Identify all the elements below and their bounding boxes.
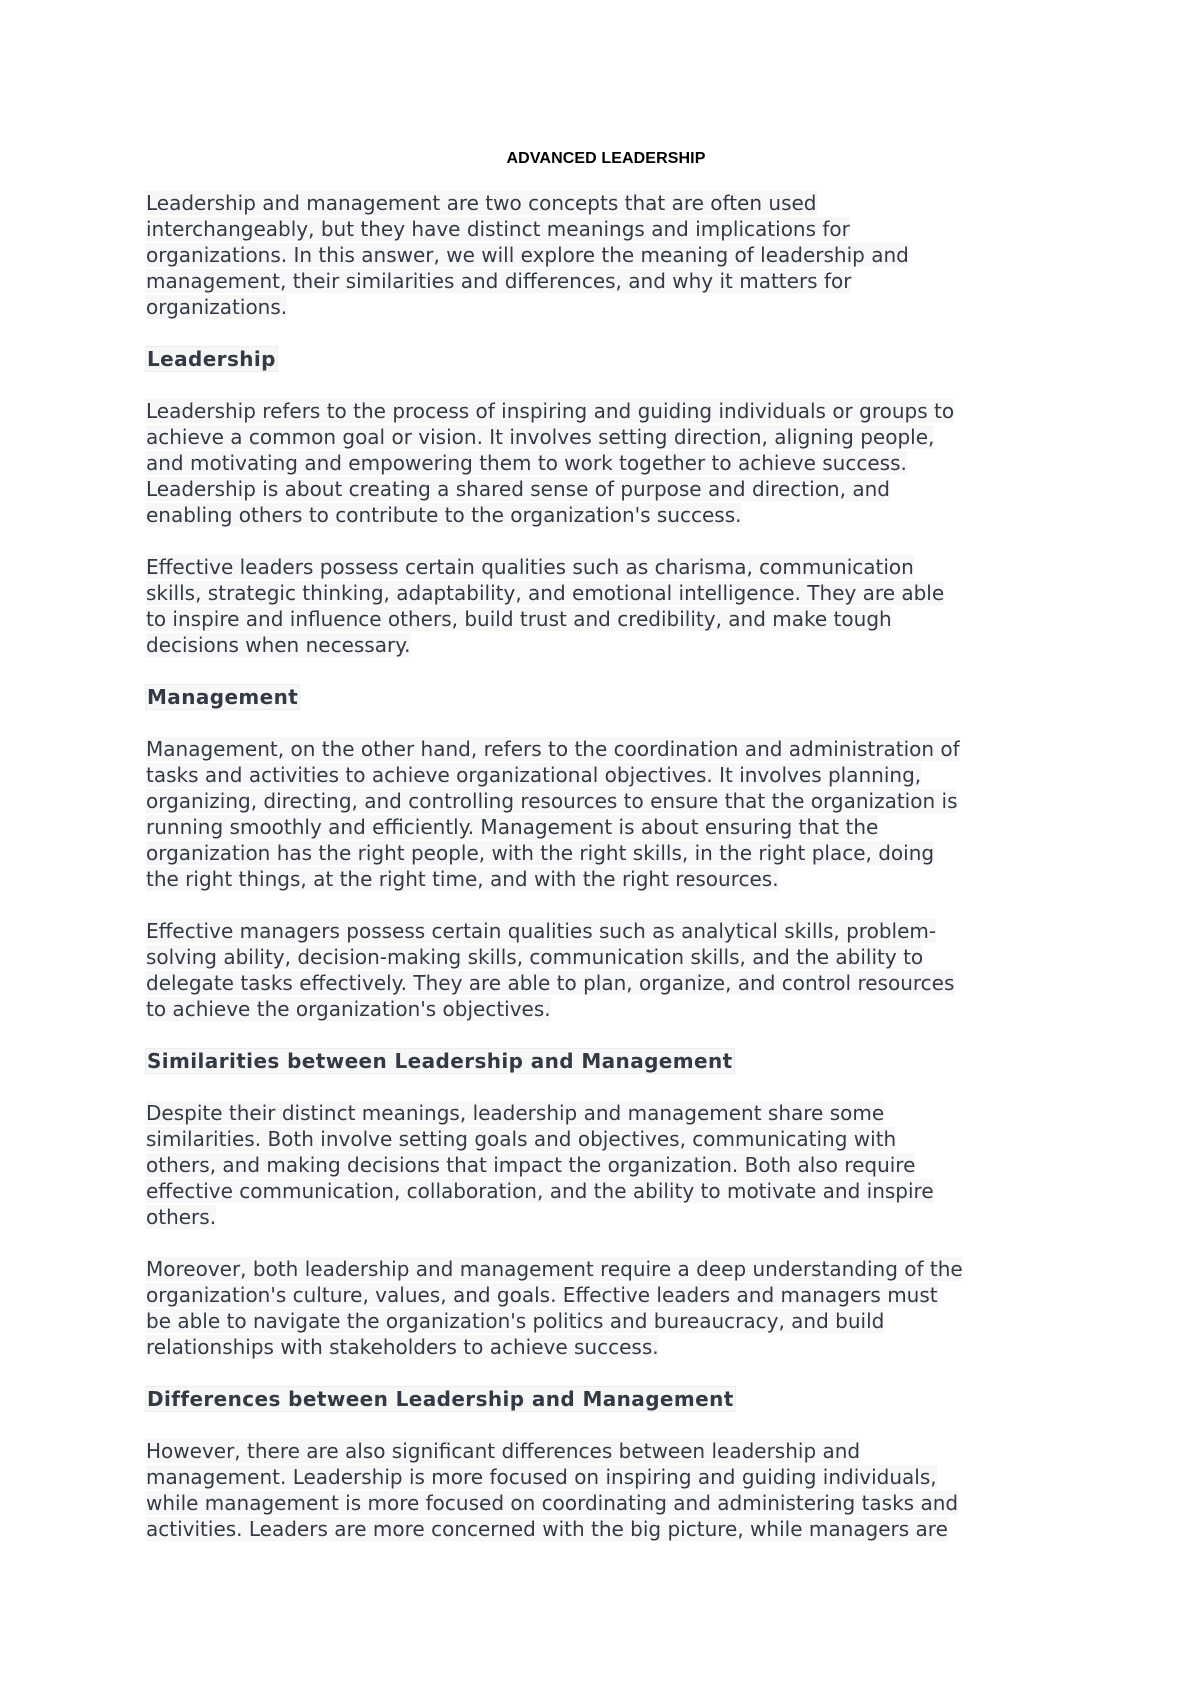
text-line-content: effective communication, collaboration, and the ability to motivate and inspire [146,1179,934,1203]
text-line-content: organizing, directing, and controlling resources to ensure that the organization is [146,789,958,813]
text-line [146,1464,1066,1490]
text-line-content: to achieve the organization's objectives. [146,997,551,1021]
section-paragraph [146,1256,1066,1360]
text-line-content: management, their similarities and differences, and why it matters for [146,269,852,293]
text-line [146,1100,1066,1126]
text-line-content: be able to navigate the organization's politics and bureaucracy, and build [146,1309,885,1333]
section-paragraph [146,554,1066,658]
text-line [146,580,1066,606]
text-line [146,1204,1066,1230]
document-title: ADVANCED LEADERSHIP [506,150,706,167]
section-paragraph [146,1100,1066,1230]
text-line-content: Leadership is about creating a shared sense of purpose and direction, and [146,477,890,501]
text-line-content: organization has the right people, with the right skills, in the right place, doing [146,841,935,865]
text-line-content: However, there are also significant differences between leadership and [146,1439,861,1463]
text-line-content: activities. Leaders are more concerned with the big picture, while managers are [146,1517,948,1541]
intro-paragraph [146,190,1066,320]
section-heading-text: Management [147,685,299,709]
text-line-content: solving ability, decision-making skills, communication skills, and the ability to [146,945,924,969]
text-line-content: management. Leadership is more focused on inspiring and guiding individuals, [146,1465,937,1489]
text-line-content: skills, strategic thinking, adaptability, and emotional intelligence. They are able [146,581,945,605]
text-line [146,606,1066,632]
text-line [146,970,1066,996]
text-line [146,1438,1066,1464]
text-line [146,1178,1066,1204]
text-line-content: organization's culture, values, and goals. Effective leaders and managers must [146,1283,938,1307]
text-line-content: Management, on the other hand, refers to the coordination and administration of [146,737,960,761]
text-line [146,268,1066,294]
text-line-content: Effective leaders possess certain qualities such as charisma, communication [146,555,914,579]
section-paragraph [146,736,1066,892]
section-heading [146,684,1080,710]
text-line-content: relationships with stakeholders to achieve success. [146,1335,659,1359]
text-line-content: decisions when necessary. [146,633,411,657]
text-line [146,632,1066,658]
section-paragraph [146,1438,1066,1542]
text-line [146,476,1066,502]
text-line-content: Leadership refers to the process of inspiring and guiding individuals or groups to [146,399,955,423]
text-line-content: similarities. Both involve setting goals and objectives, communicating with [146,1127,897,1151]
text-line [146,1308,1066,1334]
text-line [146,944,1066,970]
text-line [146,190,1066,216]
section-heading-text: Leadership [147,347,276,371]
text-line-content: enabling others to contribute to the organization's success. [146,503,742,527]
text-line [146,216,1066,242]
text-line [146,1152,1066,1178]
text-line-content: others. [146,1205,217,1229]
text-line [146,736,1066,762]
text-line-content: running smoothly and efficiently. Management is about ensuring that the [146,815,879,839]
text-line [146,424,1066,450]
document-body [146,190,1080,1542]
text-line-content: organizations. [146,295,288,319]
text-line-content: organizations. In this answer, we will explore the meaning of leadership and [146,243,909,267]
text-line-content: others, and making decisions that impact the organization. Both also require [146,1153,916,1177]
text-line [146,918,1066,944]
text-line-content: the right things, at the right time, and with the right resources. [146,867,779,891]
text-line-content: Moreover, both leadership and management require a deep understanding of the [146,1257,963,1281]
section-heading-text: Similarities between Leadership and Management [147,1049,733,1073]
text-line [146,1256,1066,1282]
text-line [146,814,1066,840]
section-heading [146,346,1080,372]
text-line-content: Despite their distinct meanings, leadership and management share some [146,1101,885,1125]
text-line [146,450,1066,476]
section-heading [146,1048,1080,1074]
text-line [146,294,1066,320]
text-line [146,1516,1066,1542]
text-line-content: to inspire and influence others, build trust and credibility, and make tough [146,607,892,631]
text-line [146,502,1066,528]
text-line [146,866,1066,892]
text-line [146,996,1066,1022]
text-line-content: while management is more focused on coordinating and administering tasks and [146,1491,959,1515]
text-line [146,788,1066,814]
text-line-content: tasks and activities to achieve organizational objectives. It involves planning, [146,763,922,787]
text-line [146,398,1066,424]
text-line [146,840,1066,866]
text-line-content: Leadership and management are two concepts that are often used [146,191,817,215]
text-line [146,1282,1066,1308]
text-line-content: achieve a common goal or vision. It involves setting direction, aligning people, [146,425,935,449]
text-line [146,1490,1066,1516]
text-line-content: Effective managers possess certain qualities such as analytical skills, problem- [146,919,937,943]
text-line-content: delegate tasks effectively. They are able to plan, organize, and control resources [146,971,955,995]
text-line [146,1126,1066,1152]
section-paragraph [146,918,1066,1022]
text-line [146,1334,1066,1360]
section-heading-text: Differences between Leadership and Management [147,1387,734,1411]
text-line [146,242,1066,268]
section-heading [146,1386,1080,1412]
text-line [146,554,1066,580]
text-line [146,762,1066,788]
section-paragraph [146,398,1066,528]
text-line-content: interchangeably, but they have distinct meanings and implications for [146,217,850,241]
text-line-content: and motivating and empowering them to work together to achieve success. [146,451,907,475]
